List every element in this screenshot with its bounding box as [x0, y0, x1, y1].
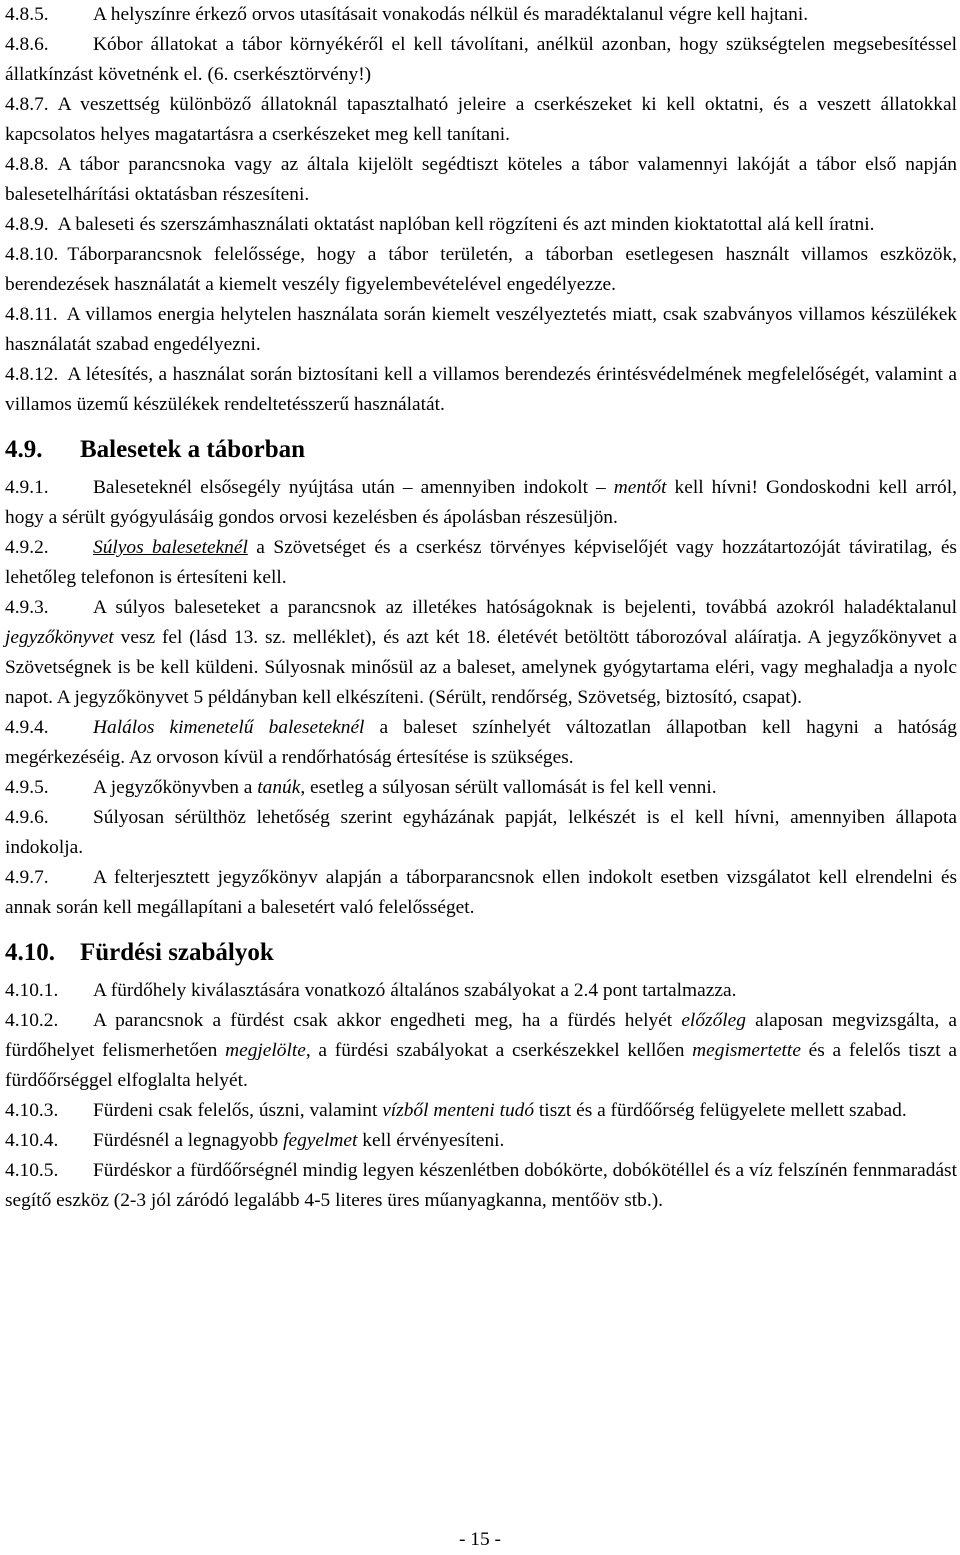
item-text: A helyszínre érkező orvos utasításait vonakodás nélkül és maradéktalanul végre kell hajtani.	[93, 4, 809, 25]
item-number: 4.8.12.	[5, 364, 59, 385]
item-4-8-12	[5, 360, 957, 420]
item-4-8-10	[5, 240, 957, 300]
emphasis-text: Súlyos baleseteknél	[93, 537, 248, 558]
item-number: 4.10.1.	[5, 980, 59, 1001]
item-4-10-4	[5, 1126, 957, 1156]
item-text-cont: , esetleg a súlyosan sérült vallomását is fel kell venni.	[300, 777, 717, 798]
emphasis-text: megismertette	[692, 1040, 801, 1061]
item-text-cont: tiszt és a fürdőőrség felügyelete mellett szabad.	[538, 1100, 907, 1121]
item-text: Fürdeni csak felelős, úszni, valamint	[93, 1100, 378, 1121]
item-text: A baleseti és szerszámhasználati oktatást naplóban kell rögzíteni és azt minden kioktatottal alá kell íratni.	[57, 214, 875, 235]
item-4-8-9	[5, 210, 957, 240]
item-text: A súlyos baleseteket a parancsnok az illetékes hatóságoknak is bejelenti, továbbá azokról haladéktalanul	[93, 597, 957, 618]
item-text: Fürdésnél a legnagyobb	[93, 1130, 279, 1151]
item-number: 4.8.10.	[5, 244, 59, 265]
item-text: A villamos energia helytelen használata során kiemelt veszélyeztetés miatt, csak szabványos villamos készülékek használatát szabad engedélyezni.	[5, 304, 957, 355]
item-text: Fürdéskor a fürdőőrségnél mindig legyen készenlétben dobókörte, dobókötéllel és a víz felszínén fennmaradást segítő eszköz (2-3 jól záródó legalább 4-5 literes üres műanyagkanna, mentőöv stb.).	[5, 1160, 957, 1211]
item-4-9-3	[5, 593, 957, 713]
item-4-10-3	[5, 1096, 957, 1126]
emphasis-text: fegyelmet	[283, 1130, 358, 1151]
item-text-cont: kell érvényesíteni.	[362, 1130, 505, 1151]
section-title: Fürdési szabályok	[80, 939, 274, 966]
item-number: 4.9.2.	[5, 537, 49, 558]
page-number: - 15 -	[458, 1529, 501, 1550]
item-4-10-2	[5, 1006, 957, 1096]
item-4-8-7	[5, 90, 957, 150]
item-4-8-6	[5, 30, 957, 90]
item-number: 4.10.5.	[5, 1160, 59, 1181]
item-4-9-2	[5, 533, 957, 593]
item-number: 4.9.4.	[5, 717, 49, 738]
section-number: 4.9.	[5, 436, 43, 463]
item-number: 4.8.6.	[5, 34, 49, 55]
item-text: A fürdőhely kiválasztására vonatkozó általános szabályokat a 2.4 pont tartalmazza.	[93, 980, 737, 1001]
item-text: A jegyzőkönyvben a	[93, 777, 253, 798]
item-4-9-4	[5, 713, 957, 773]
item-number: 4.8.8.	[5, 154, 49, 175]
emphasis-text: előzőleg	[681, 1010, 746, 1031]
emphasis-text: tanúk	[257, 777, 301, 798]
emphasis-text: vízből menteni tudó	[382, 1100, 535, 1121]
item-text: Súlyosan sérülthöz lehetőség szerint egyházának papját, lelkészét is el kell hívni, amennyiben állapota indokolja.	[5, 807, 957, 858]
item-text-cont: alaposan megvizsgálta, a fürdőhelyet felismerhetően	[5, 1010, 957, 1061]
item-text: A létesítés, a használat során biztosítani kell a villamos berendezés érintésvédelmének megfelelőségét, valamint a villamos üzemű készülékek rendeltetésszerű használatát.	[5, 364, 957, 415]
document-page	[5, 0, 957, 1216]
item-text: A veszettség különböző állatoknál tapasztalható jeleire a cserkészeket ki kell oktatni, és a veszett állatokkal kapcsolatos helyes magatartásra a cserkészeket meg kell tanítani.	[5, 94, 957, 145]
section-number: 4.10.	[5, 939, 55, 966]
item-4-9-7	[5, 863, 957, 923]
item-4-8-8	[5, 150, 957, 210]
item-4-9-1	[5, 473, 957, 533]
item-text: A tábor parancsnoka vagy az általa kijelölt segédtiszt köteles a tábor valamennyi lakóját a tábor első napján balesetelhárítási oktatásban részesíteni.	[5, 154, 957, 205]
item-number: 4.8.7.	[5, 94, 49, 115]
item-number: 4.9.1.	[5, 477, 49, 498]
item-text: Táborparancsnok felelőssége, hogy a tábor területén, a táborban esetlegesen használt villamos eszközök, berendezések használatát a kiemelt veszély figyelembevételével engedélyezze.	[5, 244, 957, 295]
emphasis-text: megjelölte	[225, 1040, 306, 1061]
item-number: 4.8.9.	[5, 214, 49, 235]
item-number: 4.8.11.	[5, 304, 58, 325]
item-text: a baleset színhelyét változatlan állapotban kell hagyni a hatóság megérkezéséig. Az orvoson kívül a rendőrhatóság értesítése is szükséges.	[5, 717, 957, 768]
item-text-cont: kell hívni! Gondoskodni kell arról, hogy a sérült gyógyulásáig gondos orvosi kezelésben és ápolásban részesüljön.	[5, 477, 957, 528]
item-text-cont: , a fürdési szabályokat a cserkészekkel kellően	[305, 1040, 685, 1061]
item-number: 4.10.4.	[5, 1130, 59, 1151]
item-number: 4.9.7.	[5, 867, 49, 888]
item-text: A felterjesztett jegyzőkönyv alapján a táborparancsnok ellen indokolt esetben vizsgálatot kell elrendelni és annak során kell megállapítani a balesetért való felelősséget.	[5, 867, 957, 918]
item-text-cont: vesz fel (lásd 13. sz. melléklet), és azt két 18. életévét betöltött táborozóval aláíratja. A jegyzőkönyvet a Szövetségnek is be kell küldeni. Súlyosnak minősül az a baleset, amelynek gyógytartama eléri, vagy meghaladja a nyolc napot. A jegyzőkönyvet 5 példányban kell elkészíteni. (Sérült, rendőrség, Szövetség, biztosító, csapat).	[5, 627, 957, 708]
emphasis-text: jegyzőkönyvet	[5, 627, 114, 648]
section-title: Balesetek a táborban	[80, 436, 305, 463]
section-heading-4-9	[5, 435, 957, 465]
item-number: 4.10.2.	[5, 1010, 59, 1031]
emphasis-text: Halálos kimenetelű baleseteknél	[93, 717, 365, 738]
item-4-10-5	[5, 1156, 957, 1216]
item-number: 4.8.5.	[5, 4, 49, 25]
item-text: Kóbor állatokat a tábor környékéről el kell távolítani, anélkül azonban, hogy szükségtelen megsebesítéssel állatkínzást követnénk el. (6. cserkésztörvény!)	[5, 34, 957, 85]
item-4-8-5	[5, 0, 957, 30]
item-4-9-6	[5, 803, 957, 863]
item-text: A parancsnok a fürdést csak akkor engedheti meg, ha a fürdés helyét	[93, 1010, 673, 1031]
item-4-10-1	[5, 976, 957, 1006]
item-4-9-5	[5, 773, 957, 803]
item-text-cont: és a felelős tiszt a fürdőőrséggel elfoglalta helyét.	[5, 1040, 957, 1091]
item-text: a Szövetséget és a cserkész törvényes képviselőjét vagy hozzátartozóját táviratilag, és lehetőleg telefonon is értesíteni kell.	[5, 537, 957, 588]
item-text: Baleseteknél elsősegély nyújtása után – amennyiben indokolt –	[93, 477, 606, 498]
emphasis-text: mentőt	[613, 477, 667, 498]
item-number: 4.9.6.	[5, 807, 49, 828]
item-number: 4.9.5.	[5, 777, 49, 798]
item-4-8-11	[5, 300, 957, 360]
item-number: 4.9.3.	[5, 597, 49, 618]
item-number: 4.10.3.	[5, 1100, 59, 1121]
section-heading-4-10	[5, 938, 957, 968]
